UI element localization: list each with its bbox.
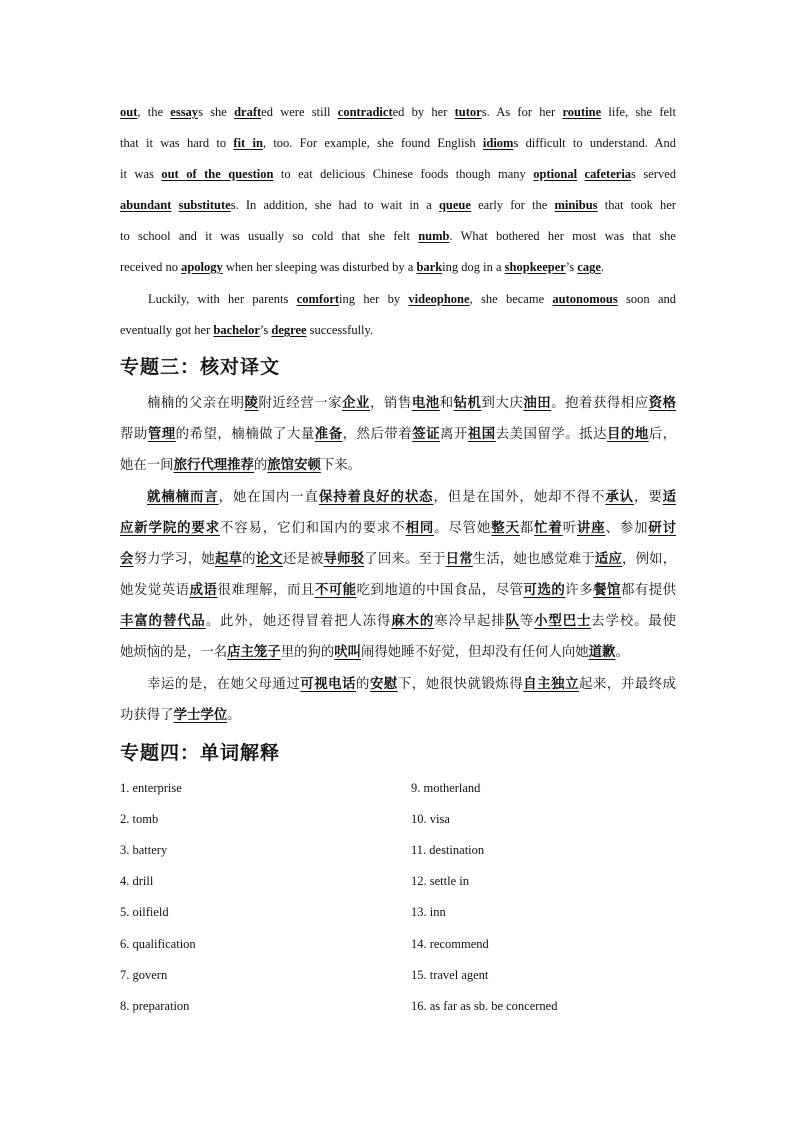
text-run: ，但是在国外，她却不得不 [433,490,606,505]
text-run: ，然后带着 [342,427,413,442]
keyword: 可视电话 [300,677,357,692]
text-run: 都有提供 [620,583,677,598]
vocab-item: 3. battery [120,843,168,857]
section-3-heading: 专题三：核对译文 [120,356,281,378]
keyword: 适 [662,490,677,505]
text-run: , she became [469,292,553,306]
text-run: ，她在国内一直 [218,490,319,505]
text-line [120,669,676,700]
vocab-item: 15. travel agent [411,968,489,982]
keyword: queue [438,198,471,212]
vocab-item: 4. drill [120,874,154,888]
text-run: 吃到地道的中国食品，尽管 [356,583,524,598]
keyword: 店主笼子 [227,645,281,660]
text-run: 的 [242,552,256,567]
text-run: that it was hard to [120,136,234,150]
text-run: 还是被 [282,552,324,567]
text-line [120,513,676,544]
keyword: tutor [454,105,482,119]
keyword: 可选的 [523,583,566,598]
text-run: 去学校。最使 [591,614,677,629]
keyword: out of the question [161,167,274,181]
keyword: shopkeeper [504,260,566,274]
keyword: 不可能 [314,583,357,598]
text-run: to eat delicious Chinese foods though many [273,167,534,181]
text-line [120,700,676,731]
text-line [120,128,676,159]
keyword: bark [416,260,443,274]
text-run: 附近经营一家 [258,396,343,411]
keyword: 吠叫 [334,645,362,660]
keyword: routine [562,105,602,119]
text-run: 下，她很快就锻炼得 [397,677,524,692]
keyword: 忙着 [534,521,563,536]
text-run: 许多 [565,583,594,598]
text-run: , too. For example, she found English [262,136,483,150]
keyword: 旅行代理推荐 [173,458,254,473]
text-run: 她在一间 [120,458,174,473]
text-run: 等 [519,614,535,629]
keyword: 丰富的替代品 [120,614,206,629]
text-line [120,637,676,668]
vocab-item: 16. as far as sb. be concerned [411,999,558,1013]
text-run: 功获得了 [120,708,174,723]
text-run: 闹得她睡不好觉，但却没有任何人向她 [361,645,589,660]
keyword: substitute [178,198,231,212]
text-run: , the [137,105,171,119]
text-run: 幸运的是，在她父母通过 [147,677,301,692]
text-run [171,198,178,212]
text-line [120,388,676,419]
chinese-paragraph-1 [120,388,676,481]
keyword: idiom [482,136,514,150]
keyword: 整天 [491,521,520,536]
keyword: 祖国 [467,427,496,442]
text-run: ed were still [261,105,338,119]
text-run: 、参加 [605,521,649,536]
keyword: 资格 [648,396,677,411]
keyword: 承认 [605,490,635,505]
keyword: 企业 [342,396,370,411]
keyword: 钻机 [453,396,482,411]
text-run: early for the [470,198,555,212]
text-run: 寒冷早起排 [434,614,506,629]
keyword: 道歉 [588,645,616,660]
keyword: apology [181,260,223,274]
keyword: fit in [233,136,263,150]
text-run: 起来，并最终成 [579,677,677,692]
text-run: 。此外，她还得冒着把人冻得 [205,614,392,629]
keyword: 准备 [314,427,343,442]
text-run: . [600,260,604,274]
text-run: 很难理解，而且 [217,583,315,598]
text-run: 和 [439,396,454,411]
text-run: 帮助 [120,427,148,442]
vocab-item: 6. qualification [120,937,196,951]
text-run: 后， [648,427,677,442]
vocab-item: 12. settle in [411,874,469,888]
keyword: 相同 [405,521,435,536]
text-run: it was [120,167,162,181]
text-run: 的 [356,677,370,692]
keyword: 签证 [412,427,441,442]
vocab-item: 7. govern [120,968,168,982]
text-run: s she [198,105,235,119]
keyword: numb [418,229,450,243]
keyword: 讲座 [576,521,606,536]
vocab-item: 2. tomb [120,812,159,826]
vocab-item: 1. enterprise [120,781,182,795]
english-paragraph-2 [120,284,676,346]
text-line [120,544,676,575]
keyword: contradict [337,105,393,119]
keyword: degree [271,323,307,337]
text-run: 楠楠的父亲在明 [147,396,245,411]
text-run: when her sleeping was disturbed by a [222,260,417,274]
text-run: s. In addition, she had to wait in a [230,198,439,212]
text-run: 她烦恼的是，一名 [120,645,228,660]
keyword: 应新学院的要求 [120,521,220,536]
text-line [120,450,676,481]
text-run: life, she felt [601,105,676,119]
text-run: received no [120,260,182,274]
keyword: draft [234,105,262,119]
text-run: successfully. [306,323,374,337]
text-run: Luckily, with her parents [148,292,297,306]
text-run: 下来。 [320,458,362,473]
keyword: 陵 [244,396,259,411]
text-run: 都 [519,521,535,536]
keyword: 日常 [445,552,473,567]
text-run: 了回来。至于 [364,552,446,567]
text-run: 。抱着获得相应 [551,396,649,411]
vocab-item: 14. recommend [411,937,489,951]
keyword: 会 [120,552,134,567]
vocab-item: 8. preparation [120,999,190,1013]
text-run [577,167,585,181]
text-run: 生活，她也感觉难于 [472,552,595,567]
keyword: optional [533,167,578,181]
text-run: 离开 [440,427,468,442]
keyword: 自主独立 [523,677,580,692]
keyword: autonomous [552,292,618,306]
text-run: ，销售 [370,396,412,411]
text-line [120,606,676,637]
text-run: to school and it was usually so cold that she felt [120,229,419,243]
keyword: 研讨 [648,521,677,536]
chinese-paragraph-2 [120,482,676,668]
text-run: 的希望，楠楠做了大量 [175,427,315,442]
keyword: abundant [120,198,172,212]
keyword: 安慰 [369,677,398,692]
keyword: 油田 [523,396,552,411]
keyword: 小型巴士 [534,614,592,629]
text-run: 里的狗的 [280,645,335,660]
keyword: bachelor [213,323,260,337]
keyword: 麻木的 [391,614,435,629]
text-run: 。 [615,645,629,660]
text-run: ’s [259,323,272,337]
keyword: 保持着良好的状态 [318,490,434,505]
text-run: ing her by [339,292,409,306]
keyword: 导师驳 [323,552,365,567]
keyword: 学士学位 [173,708,228,723]
text-run: ed by her [392,105,455,119]
text-run: 。 [227,708,241,723]
text-run: 努力学习，她 [133,552,215,567]
keyword: 论文 [255,552,283,567]
vocab-item: 5. oilfield [120,905,169,919]
text-line [120,482,676,513]
text-run: 她发觉英语 [120,583,190,598]
vocab-item: 11. destination [411,843,485,857]
text-line [120,284,676,315]
text-line [120,575,676,606]
text-run: ’s [565,260,578,274]
section-4-heading: 专题四：单词解释 [120,742,281,764]
vocab-item: 9. motherland [411,781,481,795]
text-line [120,159,676,190]
keyword: 适应 [594,552,623,567]
text-run: soon and [617,292,676,306]
text-run: 去美国留学。抵达 [495,427,607,442]
text-run: ，例如， [622,552,677,567]
text-run: 。尽管她 [434,521,492,536]
text-line [120,97,676,128]
vocab-item: 10. visa [411,812,450,826]
keyword: essay [170,105,199,119]
keyword: 电池 [411,396,440,411]
keyword: videophone [408,292,470,306]
text-run: s. As for her [481,105,563,119]
vocab-item: 13. inn [411,905,446,919]
text-run: s difficult to understand. And [513,136,676,150]
keyword: 就楠楠而言 [147,490,219,505]
keyword: 起草 [214,552,243,567]
keyword: out [120,105,138,119]
keyword: 管理 [147,427,176,442]
text-run: eventually got her [120,323,214,337]
text-line [120,221,676,252]
chinese-paragraph-3 [120,669,676,731]
keyword: 成语 [189,583,218,598]
keyword: minibus [554,198,598,212]
text-run: . What bothered her most was that she [449,229,676,243]
text-run: 到大庆 [481,396,524,411]
text-run: 听 [562,521,577,536]
keyword: 餐馆 [593,583,621,598]
keyword: 队 [505,614,520,629]
text-run: s served [631,167,677,181]
text-run: 不容易，它们和国内的要求不 [219,521,406,536]
keyword: cage [577,260,601,274]
keyword: comfort [296,292,340,306]
text-run: 的 [253,458,268,473]
text-line [120,419,676,450]
keyword: 目的地 [607,427,649,442]
english-paragraph-1 [120,97,676,283]
text-line [120,190,676,221]
text-line [120,315,676,346]
text-run: ，要 [634,490,663,505]
keyword: 旅馆安顿 [267,458,321,473]
keyword: cafeteria [584,167,632,181]
text-run: that took her [597,198,676,212]
text-run: ing dog in a [442,260,505,274]
text-line [120,252,676,283]
